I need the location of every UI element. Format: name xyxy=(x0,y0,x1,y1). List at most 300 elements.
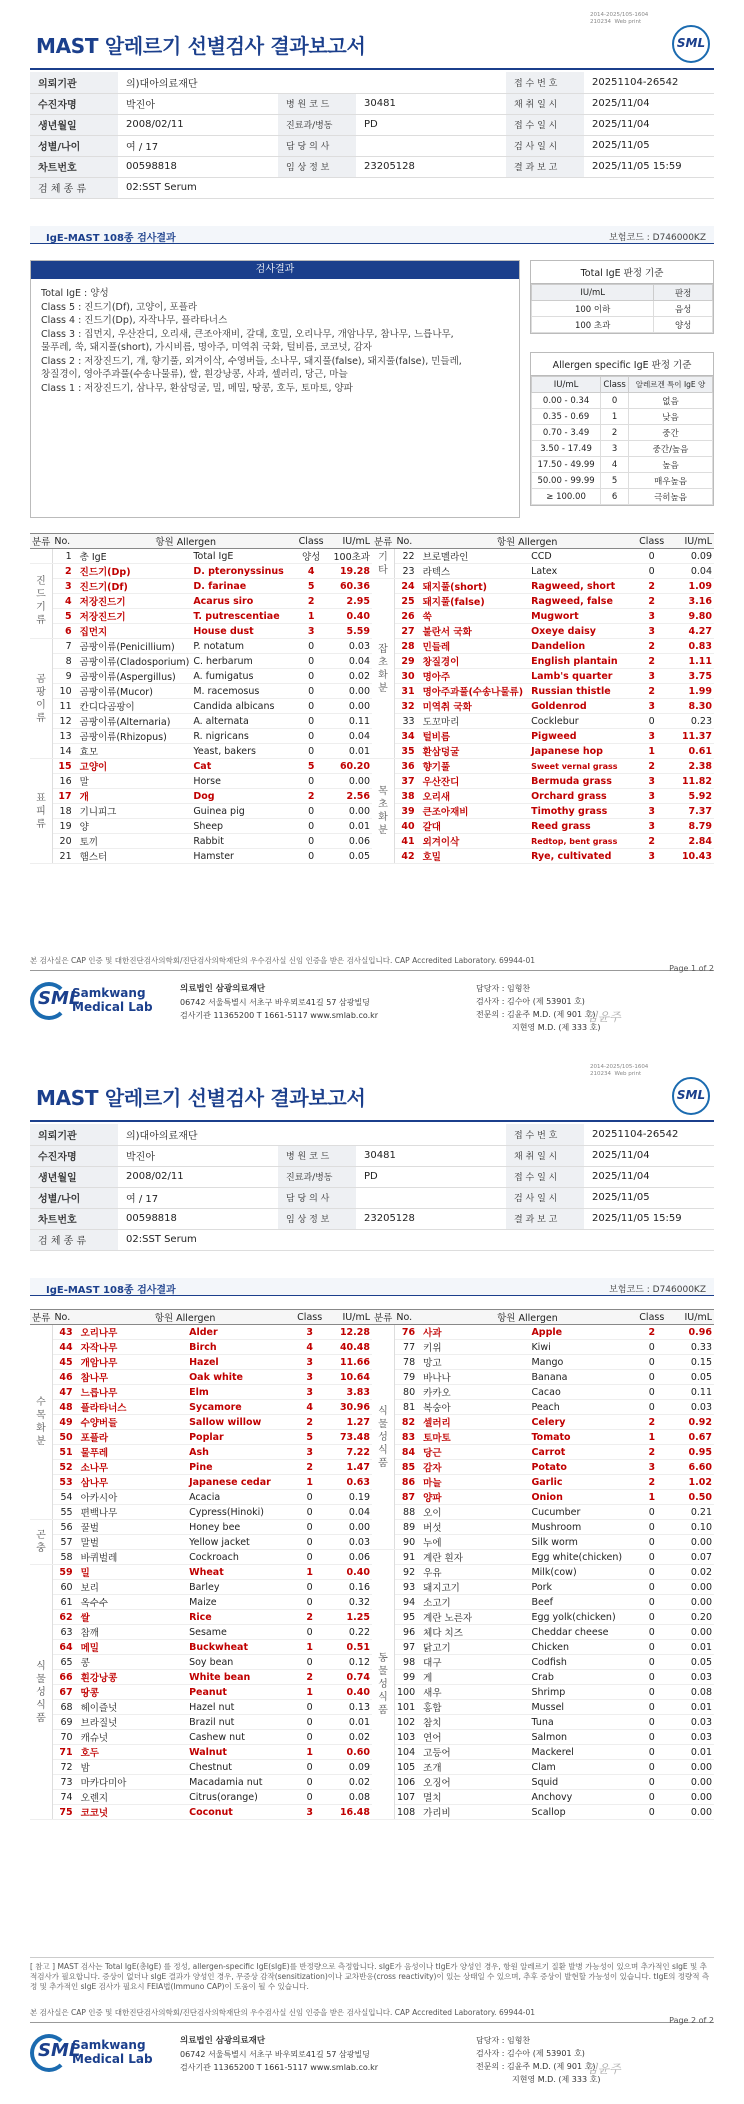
allergen-korean: 돼지풀(false) xyxy=(421,594,530,609)
allergen-english: Mango xyxy=(529,1355,633,1370)
info-value: 여 / 17 xyxy=(118,1187,278,1208)
allergen-korean: 헤이즐넛 xyxy=(79,1700,188,1715)
allergen-value: 0.01 xyxy=(670,1700,714,1715)
allergen-class: 3 xyxy=(634,849,670,864)
allergen-english: Oxeye daisy xyxy=(529,624,634,639)
allergen-value: 0.08 xyxy=(328,1790,372,1805)
allergen-class: 2 xyxy=(634,1415,670,1430)
allergen-class: 3 xyxy=(292,1355,328,1370)
allergen-no: 41 xyxy=(394,834,420,849)
allergen-value: 0.02 xyxy=(328,1730,372,1745)
table-row xyxy=(372,1430,714,1445)
allergen-no: 6 xyxy=(52,624,77,639)
allergen-korean: 고등어 xyxy=(421,1745,529,1760)
table-row xyxy=(30,1610,372,1625)
category-label: 식 물 성 식 품 xyxy=(30,1565,52,1820)
criteria-cell: 17.50 - 49.99 xyxy=(532,457,601,473)
allergen-class: 0 xyxy=(294,639,329,654)
allergen-english: Egg yolk(chicken) xyxy=(529,1610,633,1625)
allergen-korean: 새우 xyxy=(421,1685,529,1700)
allergen-class: 1 xyxy=(292,1640,328,1655)
allergen-english: Garlic xyxy=(529,1475,633,1490)
allergen-english: M. racemosus xyxy=(191,684,293,699)
allergen-korean: 칸디다곰팡이 xyxy=(78,699,192,714)
criteria-cell: ≥ 100.00 xyxy=(532,489,601,505)
allergen-korean: 체다 치즈 xyxy=(421,1625,529,1640)
allergen-class: 0 xyxy=(634,1595,670,1610)
allergen-class: 0 xyxy=(634,1685,670,1700)
sml-logo-icon: SML xyxy=(672,25,710,63)
report-page-2 xyxy=(0,1052,744,2104)
allergen-no: 47 xyxy=(52,1385,78,1400)
allergen-class: 0 xyxy=(634,714,670,729)
info-label: 결 과 보 고 xyxy=(506,156,584,177)
table-row xyxy=(372,1520,714,1535)
table-row xyxy=(30,1430,372,1445)
allergen-korean: 마늘 xyxy=(421,1475,529,1490)
allergen-no: 92 xyxy=(394,1565,421,1580)
allergen-no: 87 xyxy=(394,1490,421,1505)
allergen-english: Macadamia nut xyxy=(187,1775,292,1790)
allergen-value: 0.51 xyxy=(328,1640,372,1655)
lab-address xyxy=(180,2034,378,2074)
table-row xyxy=(372,1760,714,1775)
info-label: 임 상 정 보 xyxy=(278,1208,356,1229)
table-row xyxy=(30,624,372,639)
table-row xyxy=(372,1565,714,1580)
th: Class xyxy=(601,377,629,393)
allergen-value: 0.03 xyxy=(329,639,372,654)
allergen-english: D. pteronyssinus xyxy=(191,564,293,579)
allergen-no: 90 xyxy=(394,1535,421,1550)
allergen-english: House dust xyxy=(191,624,293,639)
allergen-korean: 느릅나무 xyxy=(79,1385,188,1400)
staff: 지현영 M.D. (제 333 호) xyxy=(512,1023,601,1032)
allergen-class: 2 xyxy=(634,594,670,609)
allergen-no: 21 xyxy=(52,849,77,864)
allergen-no: 99 xyxy=(394,1670,421,1685)
section-header xyxy=(30,1278,714,1296)
allergen-value: 0.04 xyxy=(670,564,714,579)
allergen-korean: 셀러리 xyxy=(421,1415,529,1430)
info-value: 2025/11/04 xyxy=(584,1166,714,1187)
allergen-value: 10.43 xyxy=(670,849,714,864)
info-value: 20251104-26542 xyxy=(584,72,714,93)
lab-address xyxy=(180,982,378,1022)
allergen-class: 0 xyxy=(634,1730,670,1745)
allergen-class: 0 xyxy=(294,654,329,669)
allergen-class: 0 xyxy=(634,1535,670,1550)
allergen-korean: 외겨이삭 xyxy=(421,834,530,849)
allergen-korean: 코코넛 xyxy=(79,1805,188,1820)
allergen-no: 7 xyxy=(52,639,77,654)
allergen-no: 65 xyxy=(52,1655,78,1670)
allergen-korean: 홍합 xyxy=(421,1700,529,1715)
allergen-class: 3 xyxy=(634,669,670,684)
allergen-english: Barley xyxy=(187,1580,292,1595)
allergen-no: 91 xyxy=(394,1550,421,1565)
allergen-class: 4 xyxy=(294,564,329,579)
table-row xyxy=(372,789,714,804)
allergen-no: 84 xyxy=(394,1445,421,1460)
allergen-no: 96 xyxy=(394,1625,421,1640)
result-line: 창질경이, 영아주과풀(수송나물류), 쌀, 흰강낭콩, 사과, 셀러리, 당근, 마늘 xyxy=(41,369,348,380)
allergen-korean: 고양이 xyxy=(78,759,192,774)
allergen-no: 8 xyxy=(52,654,77,669)
allergen-english: Codfish xyxy=(529,1655,633,1670)
allergen-class: 0 xyxy=(634,1580,670,1595)
signatories xyxy=(476,982,600,1034)
table-row xyxy=(372,1790,714,1805)
allergen-no: 67 xyxy=(52,1685,78,1700)
th-no: No. xyxy=(52,534,77,549)
criteria-row xyxy=(532,457,713,473)
allergen-class: 2 xyxy=(294,789,329,804)
th-cat: 분류 xyxy=(372,534,394,549)
allergen-class: 3 xyxy=(634,729,670,744)
table-row xyxy=(372,1385,714,1400)
allergen-value: 0.04 xyxy=(329,729,372,744)
allergen-korean: 캐슈넛 xyxy=(79,1730,188,1745)
category-label: 잡 초 화 분 xyxy=(372,579,394,759)
table-row xyxy=(30,1670,372,1685)
allergen-no: 81 xyxy=(394,1400,421,1415)
allergen-english: Pork xyxy=(529,1580,633,1595)
allergen-korean: 개 xyxy=(78,789,192,804)
allergen-no: 69 xyxy=(52,1715,78,1730)
allergen-korean: 총 IgE xyxy=(78,549,192,564)
allergen-class: 4 xyxy=(292,1340,328,1355)
table-row xyxy=(372,1340,714,1355)
allergen-english: Bermuda grass xyxy=(529,774,634,789)
result-line: Class 4 : 진드기(Dp), 자작나무, 플라타너스 xyxy=(41,315,228,326)
info-label: 병 원 코 드 xyxy=(278,1145,356,1166)
allergen-value: 100초과 xyxy=(329,549,372,564)
info-label: 차트번호 xyxy=(30,1208,118,1229)
allergen-english: Hazel xyxy=(187,1355,292,1370)
staff: 전문의 : 김윤주 M.D. (제 901 호) xyxy=(476,1010,596,1019)
allergen-korean: 망고 xyxy=(421,1355,529,1370)
staff: 담당자 : 임형찬 xyxy=(476,2036,531,2045)
allergen-english: Wheat xyxy=(187,1565,292,1580)
allergen-korean: 옥수수 xyxy=(79,1595,188,1610)
allergen-english: Pigweed xyxy=(529,729,634,744)
allergen-english: Rabbit xyxy=(191,834,293,849)
allergen-no: 2 xyxy=(52,564,77,579)
specific-ige-criteria xyxy=(530,352,714,506)
allergen-korean: 오리나무 xyxy=(79,1325,188,1340)
table-row xyxy=(372,1445,714,1460)
allergen-english: A. fumigatus xyxy=(191,669,293,684)
allergen-korean: 기니피그 xyxy=(78,804,192,819)
allergen-table-right xyxy=(372,533,714,864)
table-row xyxy=(30,1625,372,1640)
table-row xyxy=(372,1475,714,1490)
divider xyxy=(30,2022,714,2023)
th: IU/mL xyxy=(532,377,601,393)
allergen-korean: 불란서 국화 xyxy=(421,624,530,639)
allergen-korean: 저장진드기 xyxy=(78,594,192,609)
allergen-class: 0 xyxy=(634,1655,670,1670)
criteria-row xyxy=(532,409,713,425)
allergen-no: 61 xyxy=(52,1595,78,1610)
allergen-english: Rye, cultivated xyxy=(529,849,634,864)
address: 06742 서울특별시 서초구 바우뫼로41길 57 삼광빌딩 xyxy=(180,2050,370,2059)
allergen-korean: 계란 노른자 xyxy=(421,1610,529,1625)
info-value: PD xyxy=(356,1166,506,1187)
allergen-value: 0.00 xyxy=(329,804,372,819)
table-row xyxy=(372,1715,714,1730)
allergen-korean: 브로멜라인 xyxy=(421,549,530,564)
table-row xyxy=(30,1775,372,1790)
sml-logo-icon: SML xyxy=(672,1077,710,1115)
allergen-class: 3 xyxy=(634,1460,670,1475)
allergen-no: 43 xyxy=(52,1325,78,1340)
allergen-class: 0 xyxy=(292,1760,328,1775)
table-row xyxy=(30,1580,372,1595)
allergen-no: 20 xyxy=(52,834,77,849)
allergen-value: 6.60 xyxy=(670,1460,714,1475)
category-label: 곤 충 xyxy=(30,1520,52,1565)
allergen-english: Elm xyxy=(187,1385,292,1400)
table-row xyxy=(30,1745,372,1760)
allergen-korean: 참깨 xyxy=(79,1625,188,1640)
allergen-korean: 곰팡이류(Aspergillus) xyxy=(78,669,192,684)
allergen-korean: 진드기(Df) xyxy=(78,579,192,594)
allergen-value: 0.03 xyxy=(328,1535,372,1550)
allergen-no: 50 xyxy=(52,1430,78,1445)
allergen-no: 106 xyxy=(394,1775,421,1790)
th-allergen: 항원 Allergen xyxy=(421,1310,634,1325)
allergen-korean: 당근 xyxy=(421,1445,529,1460)
staff: 검사자 : 김수아 (제 53901 호) xyxy=(476,997,585,1006)
allergen-class: 2 xyxy=(634,759,670,774)
allergen-no: 46 xyxy=(52,1370,78,1385)
allergen-no: 37 xyxy=(394,774,420,789)
allergen-english: Crab xyxy=(529,1670,633,1685)
allergen-no: 4 xyxy=(52,594,77,609)
allergen-class: 5 xyxy=(294,759,329,774)
allergen-korean: 창질경이 xyxy=(421,654,530,669)
allergen-no: 53 xyxy=(52,1475,78,1490)
category-label: 식 물 성 식 품 xyxy=(372,1325,394,1550)
info-label: 의뢰기관 xyxy=(30,1124,118,1145)
allergen-class: 0 xyxy=(292,1490,328,1505)
table-row xyxy=(30,819,372,834)
allergen-no: 24 xyxy=(394,579,420,594)
allergen-english: Maize xyxy=(187,1595,292,1610)
telephone: 검사기관 11365200 T 1661-5117 www.smlab.co.kr xyxy=(180,1011,379,1020)
allergen-no: 62 xyxy=(52,1610,78,1625)
table-row xyxy=(372,1535,714,1550)
table-row xyxy=(372,744,714,759)
allergen-value: 0.19 xyxy=(328,1490,372,1505)
allergen-english: Yellow jacket xyxy=(187,1535,292,1550)
allergen-korean: 우유 xyxy=(421,1565,529,1580)
th-no: No. xyxy=(394,534,420,549)
allergen-no: 85 xyxy=(394,1460,421,1475)
info-label: 채 취 일 시 xyxy=(506,93,584,114)
allergen-class: 0 xyxy=(294,684,329,699)
allergen-value: 11.82 xyxy=(670,774,714,789)
allergen-no: 35 xyxy=(394,744,420,759)
allergen-english: Peach xyxy=(529,1400,633,1415)
table-row xyxy=(30,759,372,774)
allergen-english: Kiwi xyxy=(529,1340,633,1355)
th-iu: IU/mL xyxy=(328,1310,372,1325)
allergen-value: 0.00 xyxy=(670,1595,714,1610)
table-row xyxy=(30,1445,372,1460)
allergen-value: 0.23 xyxy=(670,714,714,729)
allergen-class: 0 xyxy=(634,1700,670,1715)
allergen-value: 0.15 xyxy=(670,1355,714,1370)
allergen-value: 1.02 xyxy=(670,1475,714,1490)
allergen-class: 0 xyxy=(634,1505,670,1520)
criteria-cell: 50.00 - 99.99 xyxy=(532,473,601,489)
cert-note: 본 검사실은 CAP 인증 및 대한진단검사의학회/진단검사의학재단의 우수검사실 신임 인증을 받은 검사실입니다. CAP Accredited Laboratory. 69944-01 xyxy=(30,956,536,965)
allergen-class: 5 xyxy=(292,1430,328,1445)
allergen-english: Clam xyxy=(529,1760,633,1775)
info-value: 의)대아의료재단 xyxy=(118,72,506,93)
info-label: 접 수 일 시 xyxy=(506,1166,584,1187)
allergen-value: 0.03 xyxy=(670,1670,714,1685)
criteria-cell: 높음 xyxy=(629,457,713,473)
allergen-class: 0 xyxy=(292,1775,328,1790)
allergen-korean: 사과 xyxy=(421,1325,529,1340)
specific-ige-table xyxy=(531,376,713,505)
allergen-korean: 큰조아재비 xyxy=(421,804,530,819)
allergen-class: 3 xyxy=(634,774,670,789)
allergen-no: 64 xyxy=(52,1640,78,1655)
allergen-english: Citrus(orange) xyxy=(187,1790,292,1805)
allergen-english: Sallow willow xyxy=(187,1415,292,1430)
allergen-english: Latex xyxy=(529,564,634,579)
allergen-korean: 곰팡이류(Alternaria) xyxy=(78,714,192,729)
table-row xyxy=(30,669,372,684)
criteria-row xyxy=(532,317,713,333)
criteria-row xyxy=(532,301,713,317)
table-row xyxy=(30,1715,372,1730)
allergen-english: Honey bee xyxy=(187,1520,292,1535)
table-row xyxy=(30,579,372,594)
allergen-no: 40 xyxy=(394,819,420,834)
th-cat: 분류 xyxy=(30,534,52,549)
table-row xyxy=(30,1760,372,1775)
telephone: 검사기관 11365200 T 1661-5117 www.smlab.co.kr xyxy=(180,2063,379,2072)
allergen-value: 4.27 xyxy=(670,624,714,639)
allergen-class: 0 xyxy=(634,1355,670,1370)
allergen-class: 0 xyxy=(294,729,329,744)
report-title: MAST 알레르기 선별검사 결과보고서 xyxy=(36,34,366,58)
info-label: 성별/나이 xyxy=(30,135,118,156)
allergen-english: Cockroach xyxy=(187,1550,292,1565)
org-name: 의료법인 삼광의료재단 xyxy=(180,984,266,994)
category-label: 목 초 화 분 xyxy=(372,759,394,864)
allergen-no: 1 xyxy=(52,549,77,564)
allergen-english: Brazil nut xyxy=(187,1715,292,1730)
table-row xyxy=(30,849,372,864)
table-row xyxy=(372,849,714,864)
allergen-korean: 라텍스 xyxy=(421,564,530,579)
allergen-korean: 닭고기 xyxy=(421,1640,529,1655)
allergen-no: 107 xyxy=(394,1790,421,1805)
allergen-no: 75 xyxy=(52,1805,78,1820)
table-row xyxy=(372,729,714,744)
allergen-no: 56 xyxy=(52,1520,78,1535)
allergen-korean: 계란 흰자 xyxy=(421,1550,529,1565)
allergen-value: 0.33 xyxy=(670,1340,714,1355)
allergen-value: 0.06 xyxy=(328,1550,372,1565)
criteria-cell: 낮음 xyxy=(629,409,713,425)
allergen-value: 0.03 xyxy=(670,1400,714,1415)
table-row xyxy=(30,1550,372,1565)
category-label: 표 피 류 xyxy=(30,759,52,864)
allergen-no: 93 xyxy=(394,1580,421,1595)
allergen-value: 0.21 xyxy=(670,1505,714,1520)
allergen-value: 0.61 xyxy=(670,744,714,759)
table-row xyxy=(372,549,714,564)
allergen-value: 0.00 xyxy=(670,1775,714,1790)
th-class: Class xyxy=(634,534,670,549)
allergen-class: 0 xyxy=(634,1610,670,1625)
table-row xyxy=(30,1340,372,1355)
info-label: 검 체 종 류 xyxy=(30,1229,118,1250)
page-number: Page 1 of 2 xyxy=(669,964,714,973)
criteria-row xyxy=(532,473,713,489)
allergen-korean: 복숭아 xyxy=(421,1400,529,1415)
allergen-value: 0.13 xyxy=(328,1700,372,1715)
table-row xyxy=(30,609,372,624)
allergen-class: 3 xyxy=(634,624,670,639)
allergen-value: 0.40 xyxy=(328,1565,372,1580)
allergen-no: 104 xyxy=(394,1745,421,1760)
allergen-value: 5.92 xyxy=(670,789,714,804)
address: 06742 서울특별시 서초구 바우뫼로41길 57 삼광빌딩 xyxy=(180,998,370,1007)
table-header-row xyxy=(30,534,372,549)
allergen-no: 60 xyxy=(52,1580,78,1595)
allergen-class: 양성 xyxy=(294,549,329,564)
allergen-value: 0.96 xyxy=(670,1325,714,1340)
table-row xyxy=(30,1385,372,1400)
section-title: IgE-MAST 108종 검사결과 xyxy=(46,233,176,244)
allergen-value: 0.40 xyxy=(329,609,372,624)
category-label: 기 타 xyxy=(372,549,394,579)
allergen-no: 72 xyxy=(52,1760,78,1775)
allergen-english: Acarus siro xyxy=(191,594,293,609)
table-row xyxy=(30,1505,372,1520)
allergen-class: 0 xyxy=(294,774,329,789)
allergen-english: Sheep xyxy=(191,819,293,834)
allergen-english: Cacao xyxy=(529,1385,633,1400)
table-row xyxy=(30,684,372,699)
allergen-class: 0 xyxy=(634,1640,670,1655)
info-value: 02:SST Serum xyxy=(118,177,714,198)
allergen-class: 0 xyxy=(634,1340,670,1355)
allergen-value: 7.37 xyxy=(670,804,714,819)
criteria-cell: 0.00 - 0.34 xyxy=(532,393,601,409)
table-row xyxy=(30,1685,372,1700)
allergen-english: Dandelion xyxy=(529,639,634,654)
allergen-korean: 브라질넛 xyxy=(79,1715,188,1730)
patient-info-table xyxy=(30,72,714,199)
allergen-english: Squid xyxy=(529,1775,633,1790)
allergen-korean: 토마토 xyxy=(421,1430,529,1445)
table-row xyxy=(30,594,372,609)
allergen-no: 57 xyxy=(52,1535,78,1550)
allergen-value: 7.22 xyxy=(328,1445,372,1460)
th: 판정 xyxy=(654,285,713,301)
table-row xyxy=(30,1565,372,1580)
